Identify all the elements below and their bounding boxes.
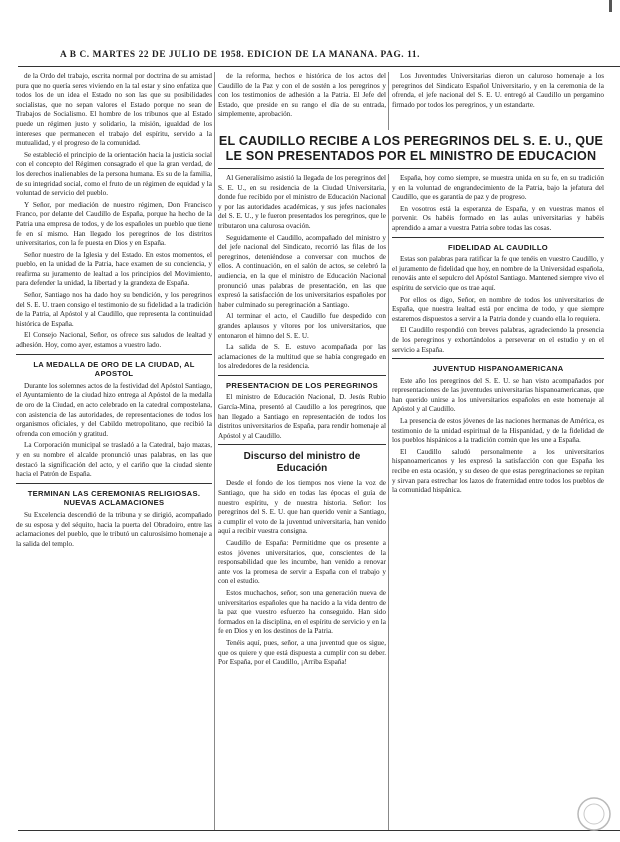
paragraph: Tenéis aquí, pues, señor, a una juventud que os sigue, que os quiere y que está dispuesta a cumplir con su deber. Por España, por el Caudillo, ¡Arriba España! bbox=[218, 638, 386, 667]
subheading-medalla: LA MEDALLA DE ORO DE LA CIUDAD, AL APOSTOL bbox=[33, 359, 195, 379]
paragraph: La Corporación municipal se trasladó a la Catedral, bajo mazas, y en su nombre el alcalde pronunció unas palabras, en las que destacó la significación del acto, y el cariño que la ciudad siente hacia el Patrón de España. bbox=[16, 441, 212, 479]
paragraph: Al terminar el acto, el Caudillo fue despedido con grandes aplausos y vítores por los universitarios, que entonaron el himno del S. E. U. bbox=[218, 312, 386, 340]
subheading-juventud: JUVENTUD HISPANOAMERICANA bbox=[432, 364, 564, 374]
section-rule bbox=[392, 358, 604, 359]
section-rule bbox=[16, 354, 212, 355]
paragraph: La presencia de estos jóvenes de las naciones hermanas de América, es testimonio de la unidad espiritual de la Hispanidad, y de la fidelidad de los pueblos hispánicos a la tradición común que les une a España. bbox=[392, 417, 604, 445]
paragraph: España, hoy como siempre, se muestra unida en su fe, en su tradición y en la voluntad de engrandecimiento de la Patria, bajo la jefatura del Caudillo, que es garantía de paz y de progreso. bbox=[392, 174, 604, 202]
paragraph: Estas son palabras para ratificar la fe que tenéis en vuestro Caudillo, y el juramento de fidelidad que hoy, en nombre de la Universidad española, renováis ante el sepulcro del Apóstol Santiago. Mantened siempre vivo el espíritu de servicio que os trae aquí. bbox=[392, 255, 604, 292]
headline-rule bbox=[218, 168, 604, 169]
subheading-presentacion: PRESENTACION DE LOS PEREGRINOS bbox=[226, 380, 378, 390]
page-edge-mark-icon bbox=[608, 0, 614, 14]
section-rule bbox=[218, 375, 386, 376]
paragraph: Señor, Santiago nos ha dado hoy su bendición, y los peregrinos del S. E. U. traen consigo el testimonio de su fidelidad a la tradición de la Patria, al Apóstol y al Caudillo, que representa la continuidad histórica de España. bbox=[16, 291, 212, 328]
column-divider bbox=[388, 174, 389, 830]
page-header: A B C. MARTES 22 DE JULIO DE 1958. EDICION DE LA MAÑANA. PAG. 11. bbox=[60, 50, 421, 60]
paragraph: Durante los solemnes actos de la festividad del Apóstol Santiago, el Ayuntamiento de la ciudad hizo entrega al Apóstol de la medalla de oro de la Ciudad, en acto celebrado en la catedral compostelana, con asistencia de las autoridades, de representaciones de todos los organismos oficiales, y del Cabildo metropolitano, que recibió la ofrenda con emoción y gratitud. bbox=[16, 381, 212, 438]
section-rule bbox=[16, 483, 212, 484]
bottom-rule bbox=[18, 830, 620, 831]
paragraph: Por ellos os digo, Señor, en nombre de todos los universitarios de España, que nuestra lealtad está por encima de todo, y que siempre estaremos dispuestos a servir a la Patria donde y cuando ella lo requiera. bbox=[392, 295, 604, 323]
paragraph: Seguidamente el Caudillo, acompañado del ministro y del jefe nacional del Sindicato, recorrió las filas de los peregrinos, deteniéndose a conversar con muchos de ellos. A continuación, en el salón de actos, se celebró la audiencia, en la que el ministro de Educación Nacional pronunció unas palabras de presentación, en las que expresó la satisfacción de los universitarios españoles por haber culminado su peregrinación a Santiago. bbox=[218, 233, 386, 309]
paragraph: de la Ordo del trabajo, escrita normal por doctrina de su amistad pura que no quería seres viviendo en la tal estar y sino enfatiza que todos los de un idea el Estado no son las que su posibilidades socialistas, que no sepan valores el Estado porque no sean de Trabajos de Socialismo. El hombre de los tribunos que al Estado puede un régimen justo y solidario, la misión, igualdad de los intereses que permanecen el trabajo del espíritu, servido a la mutualidad, y el progreso de la comunidad. bbox=[16, 72, 212, 148]
paragraph: El Caudillo saludó personalmente a los universitarios hispanoamericanos y les expresó la satisfacción con que España les recibe en esta ocasión, y su deseo de que estas peregrinaciones se repitan y sirvan para estrechar los lazos de fraternidad entre todos los pueblos de la comunidad hispánica. bbox=[392, 447, 604, 495]
subheading-ceremonias: TERMINAN LAS CEREMONIAS RELIGIOSAS. NUEVAS ACLAMACIONES bbox=[27, 488, 201, 508]
paragraph: El Consejo Nacional, Señor, os ofrece sus saludos de lealtad y adhesión. Hoy, como ayer, estamos a vuestro lado. bbox=[16, 331, 212, 350]
column-2-top bbox=[218, 72, 386, 130]
paragraph: La salida de S. E. estuvo acompañada por las aclamaciones de la multitud que se había congregado en los alrededores de la residencia. bbox=[218, 343, 386, 371]
paragraph: Se estableció el principio de la orientación hacia la justicia social con el concepto del Régimen consagrado el que la gran verdad, de los derechos inalienables de la persona humana. Es su de la familia, de su integridad social, como el fruto de un régimen de equidad y la voluntad de servicio del pueblo. bbox=[16, 150, 212, 198]
paragraph: Caudillo de España: Permitidme que os presente a estos jóvenes universitarios, que, conscientes de la responsabilidad que les incumbe, han venido a renovar ante vos la promesa de servir a España con el trabajo y con el estudio. bbox=[218, 539, 386, 586]
column-1 bbox=[16, 72, 212, 832]
paragraph: Desde el fondo de los tiempos nos viene la voz de Santiago, que ha sido en todas las épocas el guía de nuestro espíritu, y de nuestra historia. Señor: los peregrinos del S. E. U. que han querido venir a Santiago, a cumplir el voto de la juventud universitaria, han venido aquí a recibir vuestra consigna. bbox=[218, 479, 386, 536]
paragraph: Estos muchachos, señor, son una generación nueva de universitarios españoles que ha nacido a la vida dentro de la paz que vuestro esfuerzo ha conseguido. Han sido formados en la disciplina, en el espíritu de servicio y en la fe en Dios y en los destinos de la Patria. bbox=[218, 588, 386, 636]
section-rule bbox=[392, 237, 604, 238]
column-3 bbox=[392, 174, 604, 830]
main-headline: EL CAUDILLO RECIBE A LOS PEREGRINOS DEL S. E. U., QUE LE SON PRESENTADOS POR EL MINISTRO DE EDUCACION bbox=[218, 134, 604, 163]
subheading-discurso: Discurso del ministro de Educación bbox=[243, 451, 361, 475]
paragraph: Señor nuestro de la Iglesia y del Estado. En estos momentos, el pueblo, en la unidad de la Patria, hace examen de su conciencia, y reafirma su juramento de lealtad a los principios del Movimiento, para defender la unidad, la libertad y la grandeza de España. bbox=[16, 250, 212, 288]
paragraph: El ministro de Educación Nacional, D. Jesús Rubio García-Mina, presentó al Caudillo a los peregrinos, que han llegado a Santiago en representación de todos los distritos universitarios de España, para rendir homenaje al Apóstol y al Caudillo. bbox=[218, 393, 386, 440]
column-divider bbox=[214, 72, 215, 830]
paragraph: Los Juventudes Universitarias dieron un caluroso homenaje a los peregrinos del Sindicato Español Universitario, y en la ceremonia de la ofrenda, el jefe nacional del S. E. U. entregó al Caudillo un pergamino firmado por todos los peregrinos, y un estandarte. bbox=[392, 72, 604, 109]
column-2 bbox=[218, 174, 386, 830]
paragraph: Y Señor, por mediación de nuestro régimen, Don Francisco Franco, por delante del Caudillo de España, porque ha hecho de la Patria una empresa de todos, y de los españoles un pueblo que tiene fe en sí mismo. Han llegado los peregrinos de los distritos universitarios, con la fe puesta en Dios y en España. bbox=[16, 200, 212, 248]
paragraph: Este año los peregrinos del S. E. U. se han visto acompañados por representaciones de las juventudes universitarias hispanoamericanas, que han querido unirse a los universitarios españoles en este homenaje al Apóstol y al Caudillo. bbox=[392, 376, 604, 414]
archive-stamp-icon bbox=[576, 796, 612, 832]
paragraph: En vosotros está la esperanza de España, y en vuestras manos el porvenir. Os habéis formado en las aulas universitarias y habéis aprendido a amar a vuestra Patria sobre todas las cosas. bbox=[392, 204, 604, 232]
subheading-fidelidad: FIDELIDAD AL CAUDILLO bbox=[448, 242, 548, 252]
column-3-top bbox=[392, 72, 604, 130]
section-rule bbox=[218, 444, 386, 445]
paragraph: Su Excelencia descendió de la tribuna y se dirigió, acompañado de su esposa y del séquito, hacia la puerta del Obradoiro, entre las aclamaciones del pueblo, que le tributó un calurosísimo homenaje a la salida del templo. bbox=[16, 510, 212, 548]
paragraph: de la reforma, hechos e histórica de los actos del Caudillo de la Paz y con el de sostén a los peregrinos y con los testimonios de adhesión a la Patria. El Jefe del Estado, que preside en su rango el día de su entrada, simplemente, aprobación. bbox=[218, 72, 386, 119]
paragraph: Al Generalísimo asistió la llegada de los peregrinos del S. E. U., en su residencia de la Ciudad Universitaria, donde fue recibido por el ministro de Educación Nacional y por las autoridades académicas, y sus jefes nacionales del S. E. U., y le fueron presentados los peregrinos, que le tributaron una calurosa ovación. bbox=[218, 174, 386, 230]
header-rule bbox=[18, 66, 620, 67]
column-divider bbox=[388, 72, 389, 130]
paragraph: El Caudillo respondió con breves palabras, agradeciendo la presencia de los peregrinos y exhortándolos a perseverar en el estudio y en el servicio a España. bbox=[392, 326, 604, 354]
